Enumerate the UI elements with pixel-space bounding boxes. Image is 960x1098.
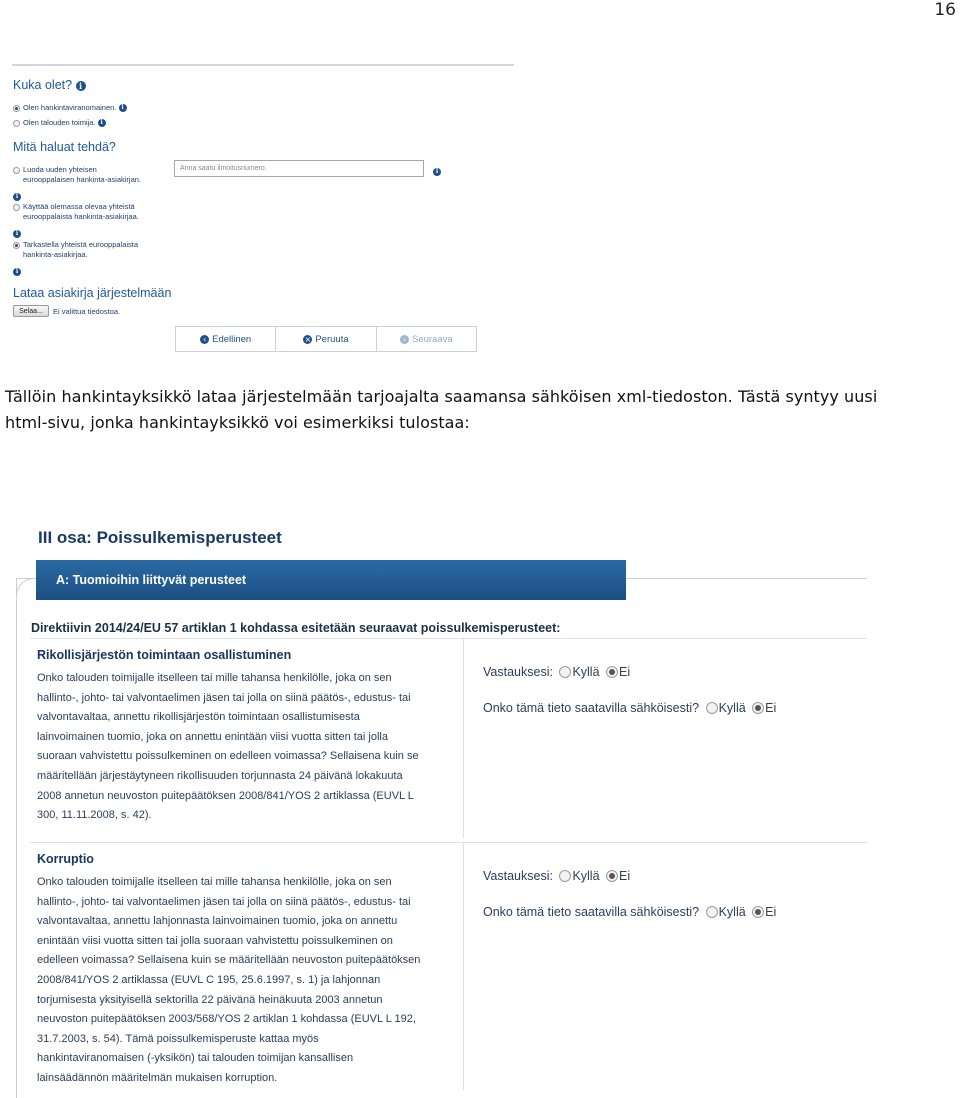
answer-label: Vastauksesi: bbox=[483, 869, 553, 883]
radio-yes[interactable] bbox=[559, 870, 571, 882]
divider bbox=[463, 638, 464, 838]
cancel-button[interactable] bbox=[276, 327, 376, 351]
radio-selected[interactable] bbox=[13, 242, 20, 249]
paragraph-line: Tällöin hankintayksikkö lataa järjestelmään tarjoajalta saamansa sähköisen xml-tiedoston. Tästä syntyy uusi bbox=[5, 387, 878, 406]
ground-description bbox=[37, 873, 457, 1089]
radio-yes[interactable] bbox=[706, 702, 718, 714]
answer-row bbox=[483, 665, 630, 679]
description-line: hallinto-, johto- tai valvontaelimen jäsen tai jolla on siinä päätös-, edustus- tai bbox=[37, 895, 411, 908]
option-label-line: hankinta-asiakirjaa. bbox=[23, 250, 88, 259]
option-label-line: Tarkastella yhteistä eurooppalaista bbox=[23, 240, 139, 249]
description-line: valvontavaltaa, annettu rikollisjärjestön toimintaan osallistumisesta bbox=[37, 711, 360, 724]
info-icon-wrap bbox=[433, 163, 441, 181]
part-title: III osa: Poissulkemisperusteet bbox=[38, 528, 282, 547]
ground-title: Korruptio bbox=[37, 852, 94, 866]
exclusion-ground-criminal-organisation bbox=[30, 638, 867, 838]
electronic-availability-row bbox=[483, 905, 776, 919]
radio-unselected[interactable] bbox=[13, 120, 20, 127]
espd-exclusion-grounds bbox=[0, 520, 960, 1090]
radio-no[interactable] bbox=[606, 870, 618, 882]
action-option-create[interactable] bbox=[13, 165, 141, 185]
option-label-line: eurooppalaista hankinta-asiakirjaa. bbox=[23, 212, 139, 221]
body-paragraph bbox=[5, 384, 957, 436]
info-icon[interactable]: i bbox=[13, 230, 21, 238]
radio-no[interactable] bbox=[752, 906, 764, 918]
radio-yes[interactable] bbox=[706, 906, 718, 918]
yes-label: Kyllä bbox=[572, 869, 600, 883]
info-icon-wrap bbox=[13, 263, 21, 281]
info-icon[interactable]: i bbox=[98, 119, 106, 127]
paragraph-line: html-sivu, jonka hankintayksikkö voi esimerkiksi tulostaa: bbox=[5, 413, 470, 432]
arrow-left-circle-icon: ‹ bbox=[200, 335, 209, 344]
notice-number-input[interactable]: Anna saatu ilmoitusnumero. bbox=[174, 160, 424, 177]
radio-selected[interactable] bbox=[13, 105, 20, 112]
info-icon[interactable]: i bbox=[433, 168, 441, 176]
description-line: torjumisesta yksityisellä sektorilla 22 päivänä heinäkuuta 2003 annetun bbox=[37, 993, 383, 1006]
browse-button[interactable]: Selaa... bbox=[13, 305, 49, 317]
description-line: Onko talouden toimijalle itselleen tai mille tahansa henkilölle, joka on sen bbox=[37, 672, 392, 684]
info-icon[interactable]: i bbox=[119, 104, 127, 112]
option-label bbox=[23, 202, 139, 222]
page-number: 16 bbox=[934, 0, 956, 20]
next-button[interactable] bbox=[377, 327, 476, 351]
radio-yes[interactable] bbox=[559, 666, 571, 678]
divider bbox=[463, 842, 464, 1090]
next-label: Seuraava bbox=[411, 333, 453, 345]
info-icon[interactable]: i bbox=[13, 268, 21, 276]
description-line: 31.7.2003, s. 54). Tämä poissulkemisperuste kattaa myös bbox=[37, 1032, 319, 1045]
electronic-label: Onko tämä tieto saatavilla sähköisesti? bbox=[483, 905, 700, 919]
no-file-text: Ei valittua tiedostoa. bbox=[53, 307, 121, 316]
radio-unselected[interactable] bbox=[13, 167, 20, 174]
role-option-economic-operator[interactable] bbox=[13, 118, 106, 128]
ground-description bbox=[37, 669, 457, 826]
no-label: Ei bbox=[619, 665, 631, 679]
exclusion-ground-corruption bbox=[30, 842, 867, 1090]
description-line: määritellään järjestäytyneen rikollisuuden torjunnasta 24 päivänä lokakuuta bbox=[37, 769, 403, 782]
option-label-line: eurooppalaisen hankinta-asiakirjan. bbox=[23, 175, 141, 184]
description-line: lainvoimainen tuomio, joka on annettu enintään viisi vuotta sitten tai jolla bbox=[37, 730, 388, 743]
radio-unselected[interactable] bbox=[13, 204, 20, 211]
previous-button[interactable] bbox=[176, 327, 276, 351]
option-label: Olen hankintaviranomainen. bbox=[23, 103, 117, 112]
description-line: valvontavaltaa, annettu lahjonnasta lainvoimainen tuomio, joka on annettu bbox=[37, 915, 398, 928]
divider bbox=[12, 64, 514, 66]
info-icon[interactable]: i bbox=[76, 81, 86, 91]
option-label: Olen talouden toimija. bbox=[23, 118, 96, 127]
info-icon[interactable]: i bbox=[13, 193, 21, 201]
cancel-label: Peruuta bbox=[315, 333, 349, 345]
electronic-label: Onko tämä tieto saatavilla sähköisesti? bbox=[483, 701, 700, 715]
radio-no[interactable] bbox=[752, 702, 764, 714]
option-label bbox=[23, 165, 141, 185]
ground-title: Rikollisjärjestön toimintaan osallistuminen bbox=[37, 648, 292, 662]
who-heading-text: Kuka olet? bbox=[13, 78, 73, 92]
divider bbox=[30, 638, 867, 639]
what-heading: Mitä haluat tehdä? bbox=[13, 140, 116, 154]
wizard-nav bbox=[175, 326, 477, 352]
previous-label: Edellinen bbox=[212, 333, 252, 345]
upload-heading: Lataa asiakirja järjestelmään bbox=[13, 286, 172, 300]
answer-row bbox=[483, 869, 630, 883]
description-line: edelleen voimassa? Sellaisena kuin se määritellään neuvoston puitepäätöksen bbox=[37, 954, 421, 967]
yes-label: Kyllä bbox=[572, 665, 600, 679]
arrow-right-circle-icon: › bbox=[400, 335, 409, 344]
description-line: lainsäädännön määritelmän mukaisen korruption. bbox=[37, 1071, 278, 1084]
no-label: Ei bbox=[765, 701, 777, 715]
action-option-review[interactable] bbox=[13, 240, 138, 260]
role-option-contracting-authority[interactable] bbox=[13, 103, 127, 113]
description-line: hallinto-, johto- tai valvontaelimen jäsen tai jolla on siinä päätös-, edustus- tai bbox=[37, 691, 411, 704]
yes-label: Kyllä bbox=[718, 905, 746, 919]
description-line: enintään viisi vuotta sitten tai jolla suoraan vahvistettu poissulkeminen on bbox=[37, 934, 393, 947]
electronic-availability-row bbox=[483, 701, 776, 715]
action-option-reuse[interactable] bbox=[13, 202, 139, 222]
option-label-line: Luoda uuden yhteisen bbox=[23, 165, 97, 174]
no-label: Ei bbox=[619, 869, 631, 883]
option-label-line: Käyttää olemassa olevaa yhteistä bbox=[23, 202, 135, 211]
description-line: Onko talouden toimijalle itselleen tai mille tahansa henkilölle, joka on sen bbox=[37, 876, 392, 888]
description-line: hankintaviranomaisen (-yksikön) tai talouden toimijan kansallisen bbox=[37, 1052, 354, 1065]
description-line: suoraan vahvistettu poissulkeminen on edelleen voimassa? Sellaisena kuin se bbox=[37, 750, 419, 763]
description-line: 2008/841/YOS 2 artiklassa (EUVL C 195, 25.6.1997, s. 1) ja lahjonnan bbox=[37, 973, 381, 986]
description-line: 2008 annetun neuvoston puitepäätöksen 2008/841/YOS 2 artiklassa (EUVL L bbox=[37, 789, 414, 802]
section-a-header: A: Tuomioihin liittyvät perusteet bbox=[36, 560, 626, 600]
option-label bbox=[23, 240, 138, 260]
yes-label: Kyllä bbox=[718, 701, 746, 715]
divider bbox=[30, 842, 867, 843]
no-label: Ei bbox=[765, 905, 777, 919]
espd-start-form bbox=[10, 64, 510, 364]
description-line: neuvoston puitepäätöksen 2003/568/YOS 2 artiklan 1 kohdassa (EUVL L 192, bbox=[37, 1013, 416, 1026]
directive-text: Direktiivin 2014/24/EU 57 artiklan 1 kohdassa esitetään seuraavat poissulkemisperusteet: bbox=[31, 621, 561, 635]
radio-no[interactable] bbox=[606, 666, 618, 678]
description-line: 300, 11.11.2008, s. 42). bbox=[37, 809, 152, 822]
close-circle-icon: × bbox=[304, 334, 312, 344]
who-heading bbox=[13, 78, 86, 92]
answer-label: Vastauksesi: bbox=[483, 665, 553, 679]
